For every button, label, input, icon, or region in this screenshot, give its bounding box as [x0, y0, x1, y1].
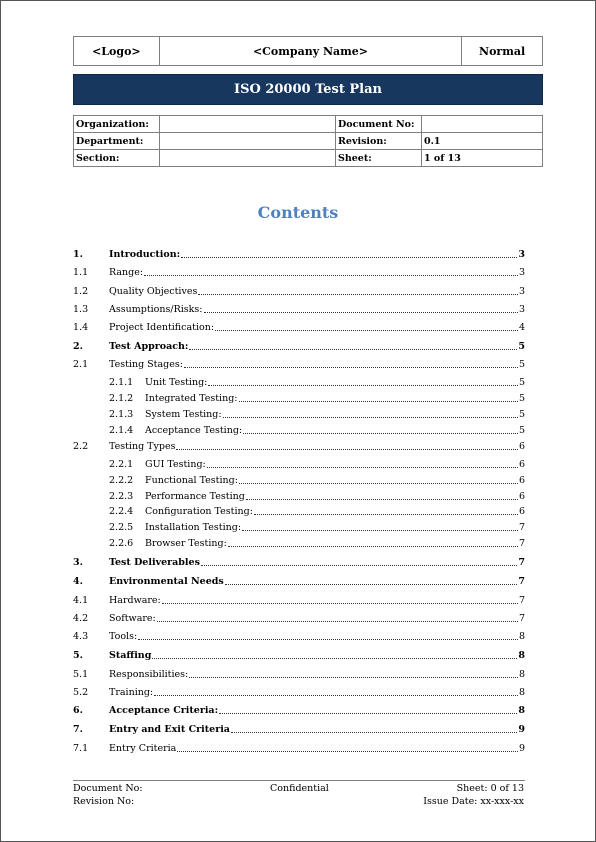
toc-leader-dots	[204, 311, 518, 313]
revision-label: Revision:	[336, 133, 422, 150]
logo-cell: <Logo>	[74, 37, 160, 66]
toc-entry-label: Environmental Needs	[109, 576, 224, 587]
toc-entry-page: 5	[518, 359, 525, 370]
toc-entry-number: 1.3	[73, 304, 89, 315]
toc-entry[interactable]	[73, 286, 525, 298]
toc-entry-number: 2.2.1	[109, 459, 134, 470]
toc-leader-dots	[176, 448, 517, 450]
toc-leader-dots	[144, 274, 518, 276]
toc-entry-label: Acceptance Criteria:	[109, 705, 219, 716]
toc-entry-number: 4.	[73, 576, 83, 587]
toc-entry-label: Tools:	[109, 631, 138, 642]
toc-leader-dots	[219, 712, 517, 714]
toc-leader-dots	[223, 416, 518, 418]
toc-leader-dots	[215, 329, 518, 331]
toc-leader-dots	[246, 498, 518, 500]
toc-entry-page: 9	[518, 743, 525, 754]
toc-leader-dots	[254, 513, 518, 515]
toc-entry-page: 8	[518, 650, 525, 661]
toc-entry-page: 5	[518, 377, 525, 388]
footer-sheet: Sheet: 0 of 13	[456, 783, 524, 794]
toc-entry-label: Testing Stages:	[109, 359, 183, 370]
toc-leader-dots	[181, 256, 517, 258]
footer-confidential: Confidential	[270, 783, 329, 794]
toc-entry-label: Performance Testing	[145, 491, 245, 502]
toc-entry-page: 7	[518, 613, 525, 624]
toc-entry-page: 6	[518, 459, 525, 470]
toc-entry-page: 6	[518, 475, 525, 486]
toc-entry[interactable]	[73, 522, 525, 534]
footer-revision-no: Revision No:	[73, 796, 135, 807]
toc-entry-page: 8	[518, 631, 525, 642]
toc-entry-number: 2.1	[73, 359, 89, 370]
section-value	[160, 150, 336, 167]
toc-leader-dots	[157, 620, 518, 622]
toc-entry-number: 5.2	[73, 687, 89, 698]
toc-entry-number: 4.1	[73, 595, 89, 606]
toc-entry-label: Assumptions/Risks:	[109, 304, 203, 315]
toc-leader-dots	[162, 602, 518, 604]
toc-entry-number: 1.2	[73, 286, 89, 297]
toc-entry[interactable]	[73, 687, 525, 699]
toc-entry[interactable]	[73, 267, 525, 279]
toc-entry[interactable]	[73, 538, 525, 550]
toc-entry-label: Hardware:	[109, 595, 161, 606]
toc-entry-number: 2.2.2	[109, 475, 134, 486]
toc-entry-label: Responsibilities:	[109, 669, 189, 680]
toc-entry-label: Training:	[109, 687, 154, 698]
sheet-label: Sheet:	[336, 150, 422, 167]
department-label: Department:	[74, 133, 160, 150]
toc-entry-label: Unit Testing:	[145, 377, 208, 388]
toc-entry[interactable]	[73, 557, 525, 569]
toc-entry-page: 4	[518, 322, 525, 333]
toc-entry-number: 2.2.6	[109, 538, 134, 549]
department-value	[160, 133, 336, 150]
toc-entry-label: Configuration Testing:	[145, 506, 253, 517]
footer-issue-date: Issue Date: xx-xxx-xx	[423, 796, 524, 807]
toc-entry-number: 1.1	[73, 267, 89, 278]
toc-entry-number: 2.2.5	[109, 522, 134, 533]
toc-entry[interactable]	[73, 576, 525, 588]
toc-entry-number: 3.	[73, 557, 83, 568]
toc-leader-dots	[225, 583, 518, 585]
toc-leader-dots	[231, 731, 517, 733]
toc-entry[interactable]	[73, 341, 525, 353]
toc-leader-dots	[239, 482, 518, 484]
toc-entry-page: 3	[518, 267, 525, 278]
document-no-label: Document No:	[336, 116, 422, 133]
toc-entry-label: Test Approach:	[109, 341, 189, 352]
classification-cell: Normal	[462, 37, 543, 66]
toc-entry[interactable]	[73, 491, 525, 503]
toc-entry-label: Quality Objectives	[109, 286, 198, 297]
organization-label: Organization:	[74, 116, 160, 133]
toc-entry-page: 7	[518, 522, 525, 533]
toc-entry-number: 1.	[73, 249, 83, 260]
toc-entry-page: 8	[518, 669, 525, 680]
toc-entry-page: 6	[518, 441, 525, 452]
sheet-value: 1 of 13	[422, 150, 543, 167]
toc-leader-dots	[208, 384, 518, 386]
toc-entry-page: 5	[518, 409, 525, 420]
toc-entry-label: GUI Testing:	[145, 459, 206, 470]
organization-value	[160, 116, 336, 133]
toc-entry-number: 4.3	[73, 631, 89, 642]
toc-entry-label: Entry Criteria	[109, 743, 177, 754]
toc-leader-dots	[189, 676, 518, 678]
toc-leader-dots	[201, 564, 517, 566]
toc-entry-page: 8	[518, 705, 525, 716]
toc-entry[interactable]	[73, 425, 525, 437]
toc-entry[interactable]	[73, 377, 525, 389]
toc-entry-number: 5.	[73, 650, 83, 661]
toc-entry-page: 5	[518, 425, 525, 436]
toc-entry-label: Browser Testing:	[145, 538, 227, 549]
toc-entry-label: Range:	[109, 267, 144, 278]
toc-entry[interactable]	[73, 475, 525, 487]
toc-leader-dots	[239, 400, 518, 402]
company-name-cell: <Company Name>	[159, 37, 461, 66]
toc-entry[interactable]	[73, 304, 525, 316]
toc-leader-dots	[154, 694, 518, 696]
toc-leader-dots	[198, 293, 518, 295]
toc-entry[interactable]	[73, 743, 525, 755]
toc-entry[interactable]	[73, 595, 525, 607]
toc-entry-label: Entry and Exit Criteria	[109, 724, 230, 735]
toc-entry[interactable]	[73, 613, 525, 625]
toc-entry-page: 8	[518, 687, 525, 698]
toc-entry-page: 9	[518, 724, 525, 735]
toc-entry-label: Testing Types	[109, 441, 176, 452]
toc-entry-label: Project Identification:	[109, 322, 215, 333]
toc-entry-label: Staffing	[109, 650, 152, 661]
toc-leader-dots	[242, 529, 518, 531]
toc-entry[interactable]	[73, 506, 525, 518]
toc-entry-number: 2.2	[73, 441, 89, 452]
toc-leader-dots	[243, 432, 518, 434]
toc-entry-label: Acceptance Testing:	[145, 425, 243, 436]
toc-entry[interactable]	[73, 459, 525, 471]
document-no-value	[422, 116, 543, 133]
revision-value: 0.1	[422, 133, 543, 150]
toc-entry[interactable]	[73, 705, 525, 717]
toc-entry[interactable]	[73, 359, 525, 371]
toc-leader-dots	[207, 466, 518, 468]
toc-entry-page: 6	[518, 506, 525, 517]
toc-entry-page: 5	[518, 393, 525, 404]
toc-entry-page: 3	[518, 286, 525, 297]
toc-entry[interactable]	[73, 249, 525, 261]
toc-entry-label: System Testing:	[145, 409, 222, 420]
toc-entry-number: 1.4	[73, 322, 89, 333]
toc-entry-label: Installation Testing:	[145, 522, 242, 533]
footer-document-no: Document No:	[73, 783, 143, 794]
toc-entry[interactable]	[73, 322, 525, 334]
toc-leader-dots	[184, 366, 518, 368]
toc-entry-page: 7	[518, 538, 525, 549]
toc-entry-number: 2.2.3	[109, 491, 134, 502]
toc-entry-number: 2.1.2	[109, 393, 134, 404]
toc-entry-label: Test Deliverables	[109, 557, 200, 568]
document-title: ISO 20000 Test Plan	[234, 82, 382, 97]
toc-entry-number: 2.1.4	[109, 425, 134, 436]
toc-entry[interactable]	[73, 393, 525, 405]
toc-entry-number: 2.1.1	[109, 377, 134, 388]
header-table	[73, 36, 543, 66]
toc-entry-page: 6	[518, 491, 525, 502]
toc-entry-page: 7	[518, 595, 525, 606]
toc-entry-label: Integrated Testing:	[145, 393, 238, 404]
toc-leader-dots	[138, 638, 518, 640]
toc-entry-number: 2.	[73, 341, 83, 352]
toc-entry[interactable]	[73, 441, 525, 453]
toc-entry-number: 5.1	[73, 669, 89, 680]
toc-entry[interactable]	[73, 409, 525, 421]
toc-entry[interactable]	[73, 669, 525, 681]
toc-leader-dots	[228, 545, 518, 547]
toc-entry-label: Functional Testing:	[145, 475, 238, 486]
toc-entry-number: 4.2	[73, 613, 89, 624]
contents-heading: Contents	[257, 203, 339, 222]
toc-entry[interactable]	[73, 631, 525, 643]
document-title-bar	[73, 74, 543, 105]
document-meta-table	[73, 115, 543, 167]
toc-entry[interactable]	[73, 650, 525, 662]
toc-entry-page: 7	[518, 557, 525, 568]
toc-entry-number: 2.1.3	[109, 409, 134, 420]
toc-entry-page: 3	[518, 249, 525, 260]
toc-entry-page: 5	[518, 341, 525, 352]
section-label: Section:	[74, 150, 160, 167]
toc-leader-dots	[177, 750, 518, 752]
toc-entry-label: Software:	[109, 613, 156, 624]
footer-divider	[73, 780, 525, 781]
toc-entry-page: 3	[518, 304, 525, 315]
toc-entry-number: 2.2.4	[109, 506, 134, 517]
toc-entry-page: 7	[518, 576, 525, 587]
toc-entry-number: 7.1	[73, 743, 89, 754]
toc-entry-label: Introduction:	[109, 249, 181, 260]
toc-leader-dots	[189, 348, 517, 350]
toc-entry-number: 7.	[73, 724, 83, 735]
toc-entry-number: 6.	[73, 705, 83, 716]
toc-leader-dots	[152, 657, 517, 659]
toc-entry[interactable]	[73, 724, 525, 736]
